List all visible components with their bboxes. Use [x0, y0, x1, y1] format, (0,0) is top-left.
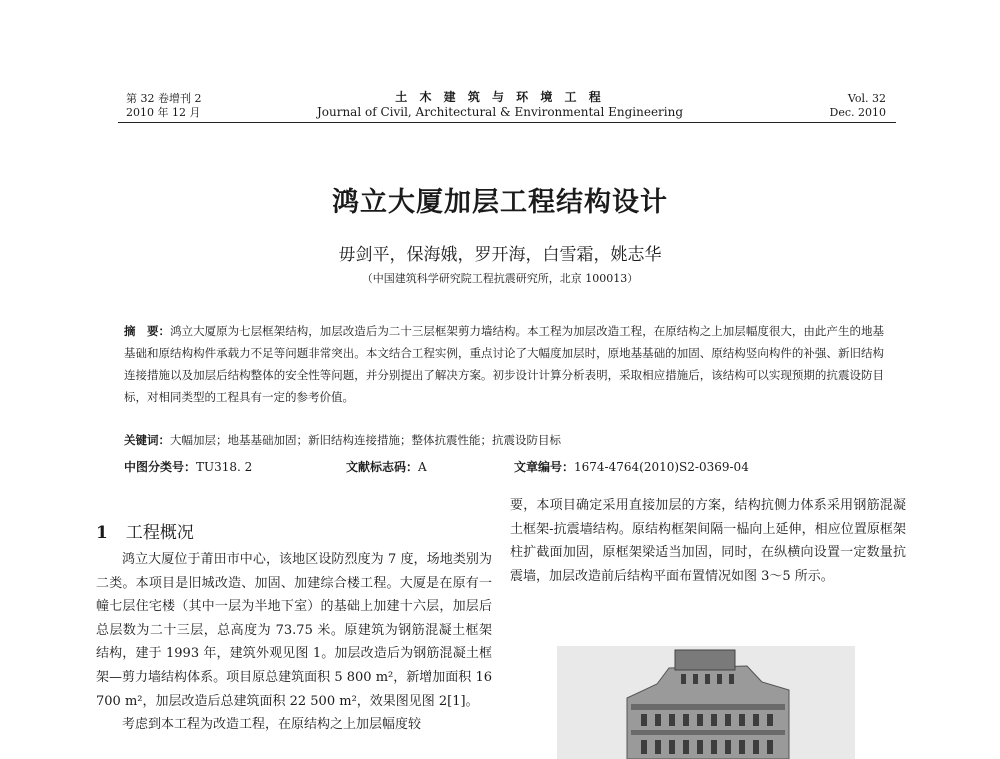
journal-header-right — [830, 92, 886, 120]
clc-value: TU318. 2 — [196, 460, 253, 474]
body-paragraph: 考虑到本工程为改造工程，在原结构之上加层幅度较 — [122, 717, 422, 733]
abstract-text: 鸿立大厦原为七层框架结构，加层改造后为二十三层框架剪力墙结构。本工程为加层改造工程，在原结构之上加层幅度很大，由此产生的地基基础和原结构构件承载力不足等问题非常突出。本文结合工程实例，重点讨论了大幅度加层时，原地基基础的加固、原结构竖向构件的补强、新旧结构连接措施以及加层后结构整体的安全性等问题，并分别提出了解决方案。初步设计计算分析表明，采取相应措施后，该结构可以实现预期的抗震设防目标，对相同类型的工程具有一定的参考价值。 — [124, 324, 884, 404]
body-paragraph: 要，本项目确定采用直接加层的方案，结构抗侧力体系采用钢筋混凝土框架-抗震墙结构。原结构框架间隔一榀向上延伸，相应位置原框架柱扩截面加固，原框架梁适当加固，同时，在纵横向设置一定数量抗震墙，加层改造前后结构平面布置情况如图 3～5 所示。 — [510, 498, 906, 584]
article-number-label: 文章编号： — [514, 460, 575, 474]
clc-number — [124, 458, 252, 475]
header-rule — [118, 122, 896, 123]
keywords-label: 关键词： — [124, 433, 170, 447]
left-column — [96, 548, 492, 737]
abstract — [124, 320, 884, 408]
date-en: Dec. 2010 — [829, 106, 886, 119]
doc-code-value: A — [418, 460, 427, 474]
paper-title: 鸿立大厦加层工程结构设计 — [332, 187, 668, 218]
doc-code-label: 文献标志码： — [346, 460, 419, 474]
body-paragraph: 鸿立大厦位于莆田市中心，该地区设防烈度为 7 度，场地类别为二类。本项目是旧城改造、加固、加建综合楼工程。大厦是在原有一幢七层住宅楼（其中一层为半地下室）的基础上加建十六层，加层后总层数为二十三层，总高度为 73.75 米。原建筑为钢筋混凝土框架结构，建于 1993 年，建筑外观见图 1。加层改造后为钢筋混凝土框架—剪力墙结构体系。项目原总建筑面积 5 800 m²，新增加面积 16 700 m²，加层改造后总建筑面积 22 500 m²，效果图见图 2[1]。 — [96, 552, 492, 709]
volume-issue: 第 32 卷增刊 2 — [126, 92, 202, 105]
section-title: 工程概况 — [125, 523, 194, 543]
journal-header-left — [126, 92, 202, 120]
article-number-value: 1674-4764(2010)S2-0369-04 — [574, 460, 749, 474]
article-number — [514, 458, 749, 475]
volume-en: Vol. 32 — [847, 92, 886, 105]
journal-header-center — [290, 90, 710, 120]
clc-label: 中图分类号： — [124, 460, 197, 474]
keywords — [124, 432, 884, 448]
author-affiliation: （中国建筑科学研究院工程抗震研究所，北京 100013） — [361, 272, 639, 285]
building-illustration — [557, 646, 855, 759]
section-number: 1 — [96, 523, 108, 543]
section-heading — [96, 518, 194, 543]
paper-authors: 毋剑平，保海娥，罗开海，白雪霜，姚志华 — [338, 245, 662, 265]
keywords-text: 大幅加层；地基基础加固；新旧结构连接措施；整体抗震性能；抗震设防目标 — [170, 433, 561, 447]
abstract-label: 摘 要： — [124, 324, 171, 338]
journal-name-en: Journal of Civil, Architectural & Environmental Engineering — [316, 105, 684, 119]
right-column — [510, 494, 906, 588]
document-code — [346, 458, 427, 475]
building-photo — [557, 646, 855, 759]
issue-date: 2010 年 12 月 — [126, 106, 201, 119]
journal-name-cn: 土 木 建 筑 与 环 境 工 程 — [395, 90, 605, 104]
